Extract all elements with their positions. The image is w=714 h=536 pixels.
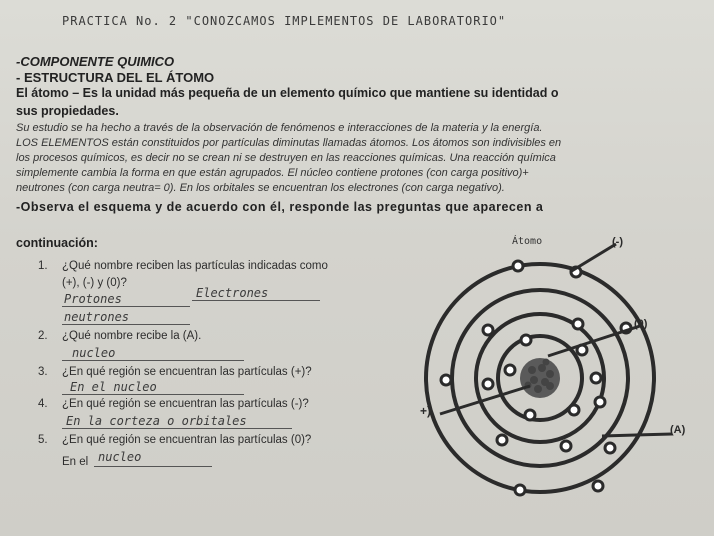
particle [595, 397, 605, 407]
diagram-title: Átomo [512, 236, 543, 247]
answer-2: nucleo [72, 346, 116, 360]
question-4-number: 4. [38, 398, 48, 410]
particle [483, 325, 493, 335]
instruction-line-1: -Observa el esquema y de acuerdo con él, responde las preguntas que aparecen a [16, 200, 544, 214]
particle [441, 375, 451, 385]
particle [605, 443, 615, 453]
answer-1b: Electrones [196, 286, 269, 300]
question-5-number: 5. [38, 434, 48, 446]
question-1-number: 1. [38, 260, 48, 272]
worksheet-header: PRACTICA No. 2 "CONOZCAMOS IMPLEMENTOS DE LABORATORIO" [62, 14, 507, 28]
question-5-text: ¿En qué región se encuentran las partículas (0)? [62, 434, 312, 446]
particle [515, 485, 525, 495]
definition-line-2: sus propiedades. [16, 104, 119, 118]
particle [561, 441, 571, 451]
question-2-number: 2. [38, 330, 48, 342]
question-4-text: ¿En qué región se encuentran las partículas (-)? [62, 398, 309, 410]
question-3-number: 3. [38, 366, 48, 378]
answer-1a: Protones [64, 292, 122, 306]
paragraph-line-5: neutrones (con carga neutra= 0). En los orbitales se encuentran los electrones (con carga negativo). [16, 182, 505, 194]
label-a: (A) [670, 424, 686, 436]
particle [591, 373, 601, 383]
section-component: -COMPONENTE QUIMICO [16, 54, 175, 69]
particle [521, 335, 531, 345]
paragraph-line-4: simplemente cambia la forma en que están agrupados. El núcleo contiene protones (con carga positivo)+ [16, 167, 529, 179]
instruction-line-2: continuación: [16, 236, 98, 250]
label-plus: +) [420, 404, 432, 418]
question-1-text-2: (+), (-) y (0)? [62, 277, 127, 289]
label-zero: (0) [634, 318, 648, 330]
answer-5: nucleo [98, 450, 142, 464]
particle [483, 379, 493, 389]
particle [497, 435, 507, 445]
particle [573, 319, 583, 329]
particle [593, 481, 603, 491]
particle [525, 410, 535, 420]
definition-line-1: El átomo – Es la unidad más pequeña de un elemento químico que mantiene su identidad o [16, 86, 559, 100]
particle [505, 365, 515, 375]
pointer-a [602, 434, 672, 436]
question-3-text: ¿En qué región se encuentran las partículas (+)? [62, 366, 312, 378]
label-minus: (-) [612, 236, 623, 248]
answer-1c: neutrones [64, 310, 130, 324]
answer-4: En la corteza o orbitales [66, 414, 247, 428]
nucleus [520, 358, 560, 398]
question-2-text: ¿Qué nombre recibe la (A). [62, 330, 202, 342]
particle [513, 261, 523, 271]
answer-3: En el nucleo [70, 380, 157, 394]
question-5-prefix: En el [62, 456, 89, 468]
paragraph-line-2: LOS ELEMENTOS están constituidos por partículas diminutas llamadas átomos. Los átomos son indivisibles en [16, 137, 562, 149]
paragraph-line-3: los procesos químicos, es decir no se crean ni se destruyen en las reacciones químicas. Una reacción química [16, 152, 556, 164]
paragraph-line-1: Su estudio se ha hecho a través de la observación de fenómenos e interacciones de la materia y la energía. [16, 122, 543, 134]
pointer-minus [570, 244, 616, 272]
question-1-text: ¿Qué nombre reciben las partículas indicadas como [62, 260, 328, 272]
particle [569, 405, 579, 415]
section-structure: - ESTRUCTURA DEL EL ÁTOMO [16, 70, 215, 85]
